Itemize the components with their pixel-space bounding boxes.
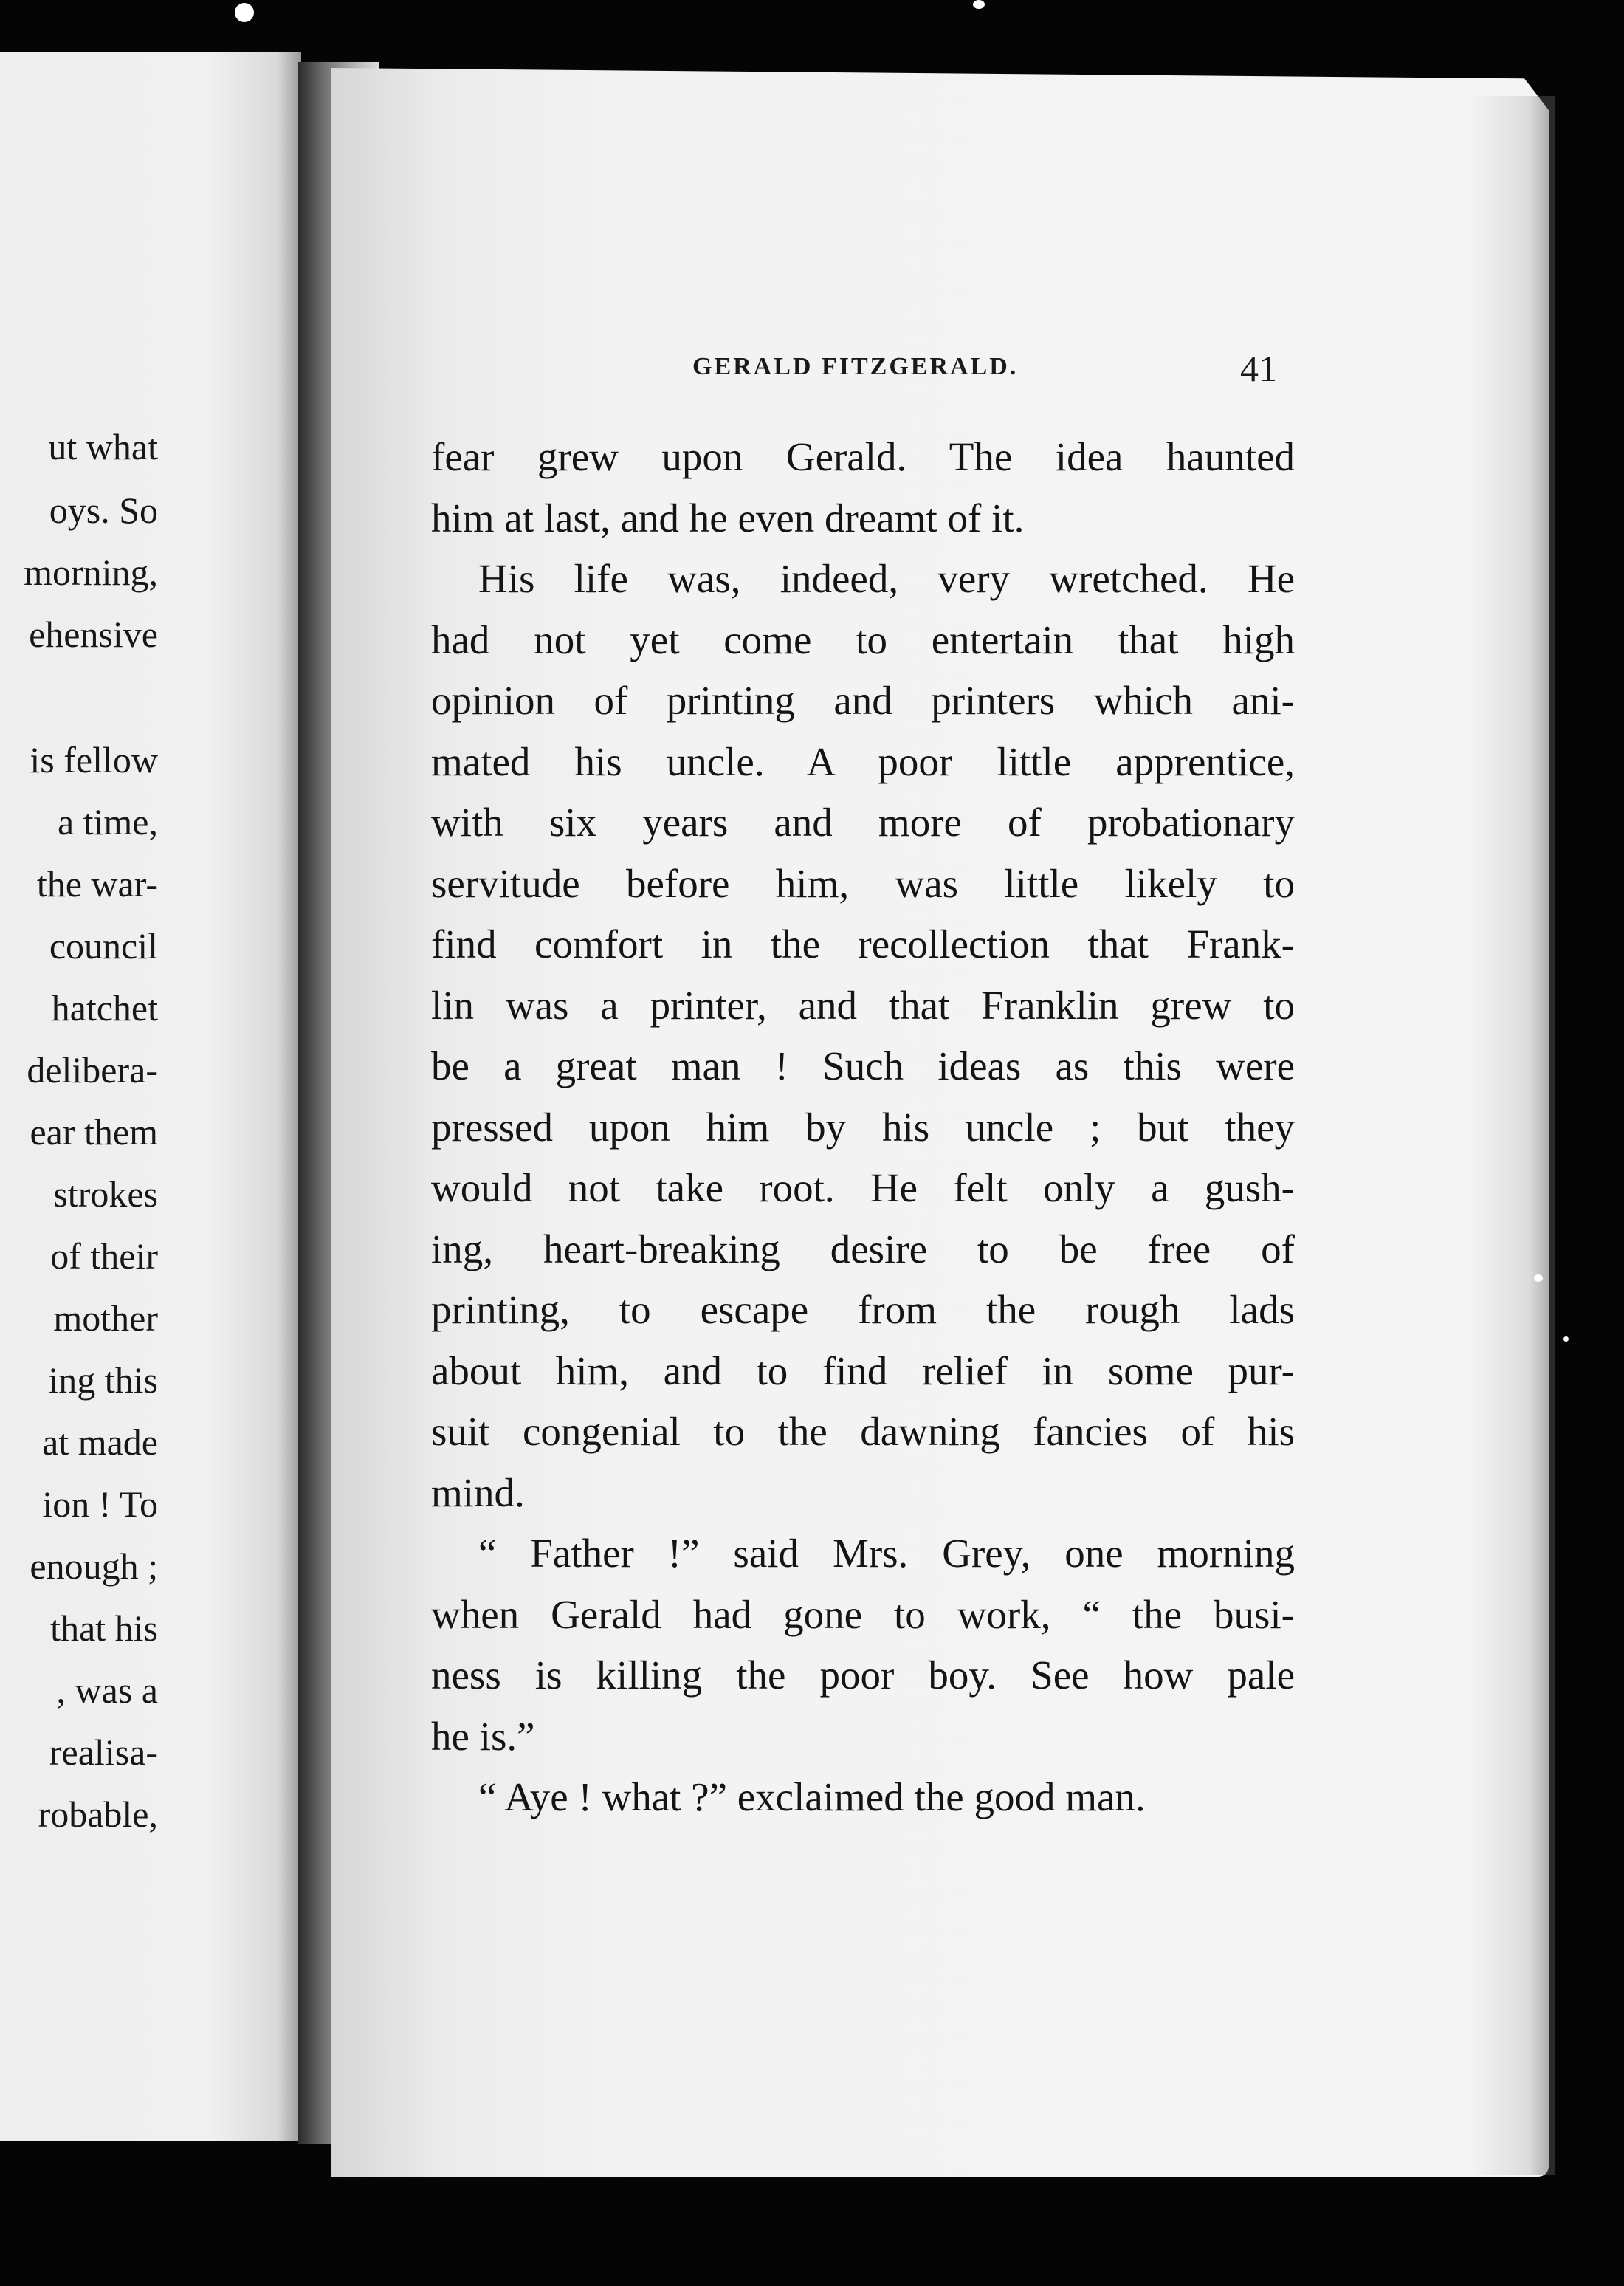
left-line: , was a <box>56 1669 158 1711</box>
left-line: council <box>49 925 158 967</box>
text-line: “ Father !” said Mrs. Grey, one morning <box>478 1531 1295 1576</box>
scan-speck <box>1534 1274 1543 1282</box>
text-line: would not take root. He felt only a gush- <box>431 1165 1295 1210</box>
running-head: GERALD FITZGERALD. <box>692 353 1019 380</box>
left-line: ing this <box>48 1359 158 1401</box>
left-line: of their <box>50 1235 158 1277</box>
scan-speck <box>1563 1336 1569 1342</box>
text-line: lin was a printer, and that Franklin grew to <box>431 982 1295 1028</box>
left-page-text <box>0 0 158 2286</box>
left-line: morning, <box>24 552 158 593</box>
text-line: find comfort in the recollection that Frank- <box>431 921 1295 967</box>
text-line: ness is killing the poor boy. See how pale <box>431 1652 1295 1698</box>
left-line: ear them <box>30 1111 158 1153</box>
left-line: mother <box>53 1297 158 1339</box>
text-line: servitude before him, was little likely to <box>431 860 1295 906</box>
text-line: opinion of printing and printers which ani- <box>431 678 1295 723</box>
left-line: ehensive <box>29 614 158 655</box>
left-line: ut what <box>48 426 158 467</box>
left-line: delibera- <box>27 1049 158 1091</box>
text-line: about him, and to find relief in some pur- <box>431 1348 1295 1393</box>
left-line: at made <box>42 1421 158 1463</box>
left-line: robable, <box>38 1794 158 1835</box>
text-line: with six years and more of probationary <box>431 800 1295 845</box>
text-line: mind. <box>431 1469 525 1515</box>
text-line: printing, to escape from the rough lads <box>431 1287 1295 1332</box>
text-line: had not yet come to entertain that high <box>431 617 1295 662</box>
left-line: enough ; <box>30 1545 158 1587</box>
scan-speck <box>235 3 254 22</box>
left-line: is fellow <box>30 739 158 780</box>
page-number: 41 <box>1240 348 1277 389</box>
text-line: ing, heart-breaking desire to be free of <box>431 1226 1295 1271</box>
text-line: His life was, indeed, very wretched. He <box>478 556 1295 601</box>
left-line: hatchet <box>51 987 158 1029</box>
text-line: fear grew upon Gerald. The idea haunted <box>431 434 1295 479</box>
left-line: realisa- <box>49 1731 158 1773</box>
text-line: be a great man ! Such ideas as this were <box>431 1043 1295 1088</box>
text-line: pressed upon him by his uncle ; but they <box>431 1104 1295 1150</box>
left-line: strokes <box>53 1173 158 1215</box>
text-line: suit congenial to the dawning fancies of his <box>431 1409 1295 1454</box>
body-text <box>431 427 1295 1828</box>
left-line: the war- <box>36 863 158 905</box>
text-line: “ Aye ! what ?” exclaimed the good man. <box>478 1774 1146 1819</box>
text-line: he is.” <box>431 1713 535 1759</box>
text-line: when Gerald had gone to work, “ the busi- <box>431 1591 1295 1637</box>
left-line: oys. So <box>49 490 158 531</box>
scan-speck <box>973 0 985 9</box>
left-line: ion ! To <box>42 1483 158 1525</box>
text-line: mated his uncle. A poor little apprentice, <box>431 738 1295 784</box>
left-line: a time, <box>57 801 158 842</box>
text-line: him at last, and he even dreamt of it. <box>431 495 1025 540</box>
left-line: that his <box>50 1607 158 1649</box>
